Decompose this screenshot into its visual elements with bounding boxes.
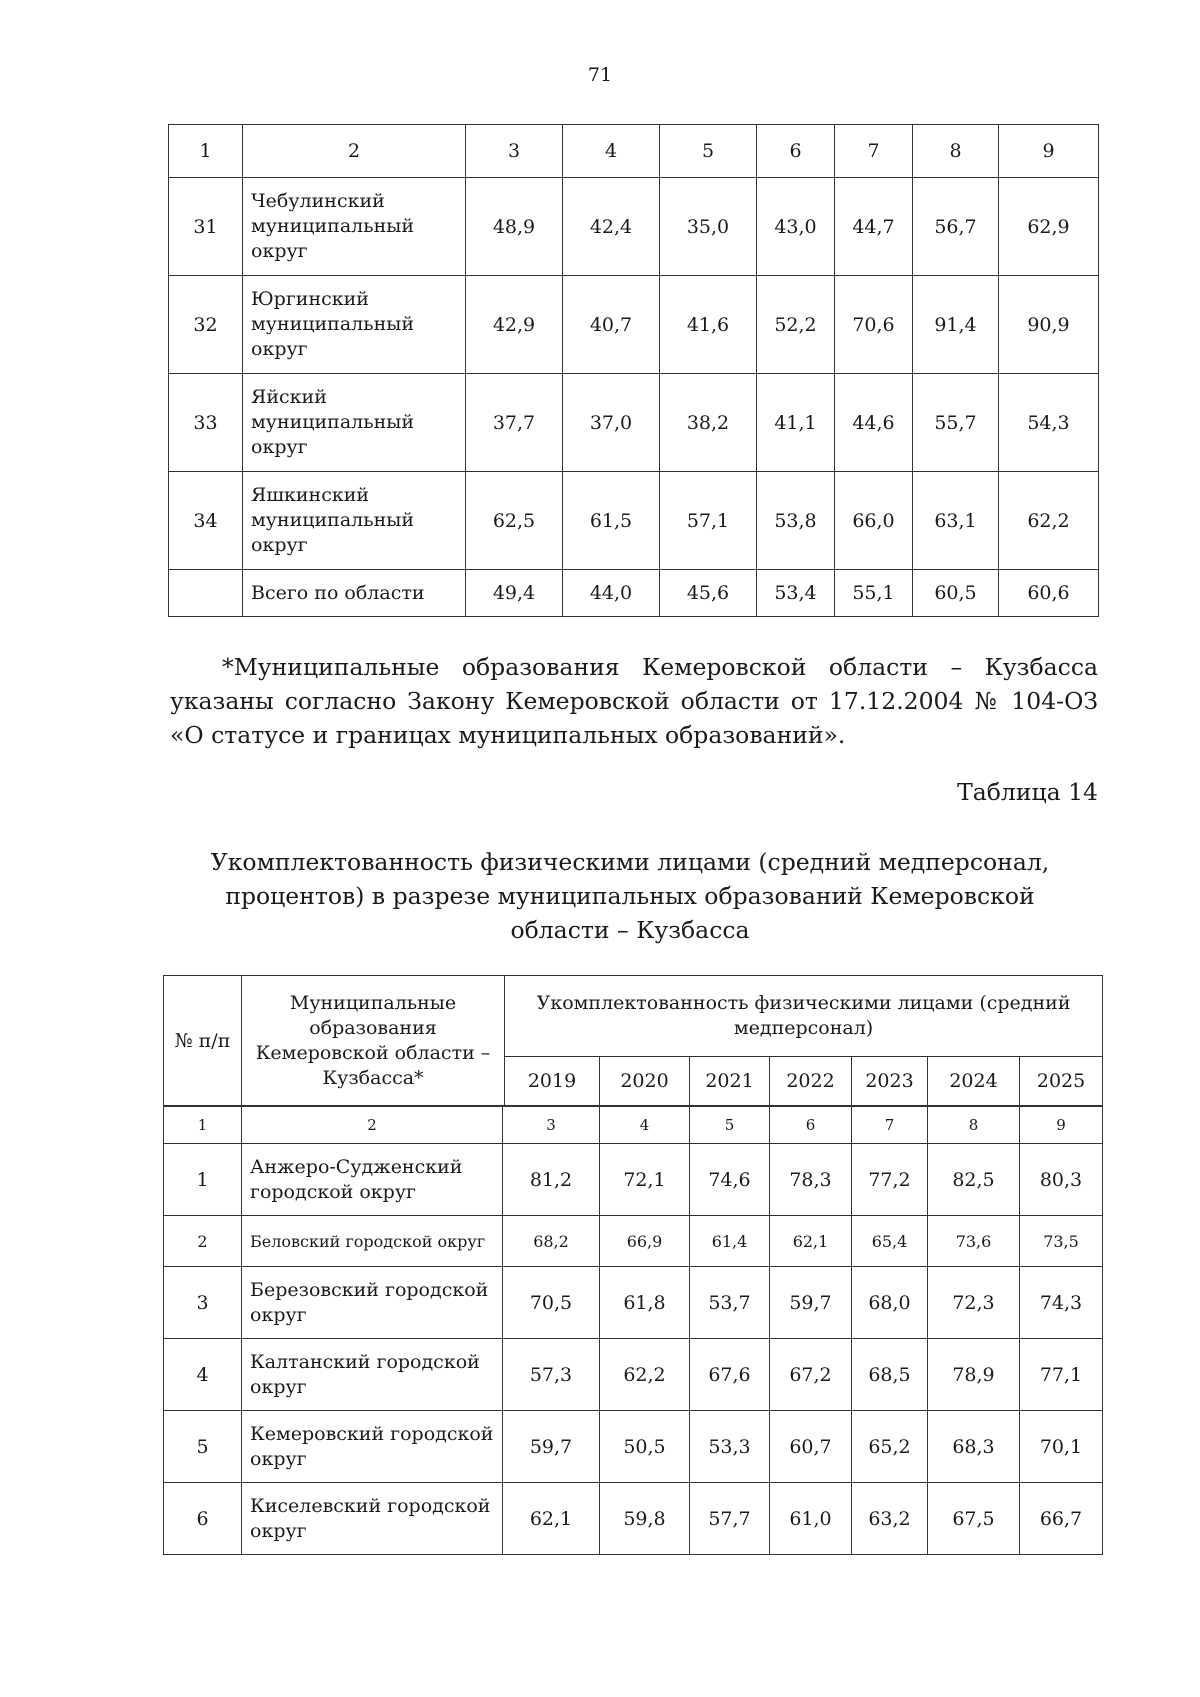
value-cell: 63,1 <box>913 472 999 570</box>
column-number: 9 <box>999 125 1099 178</box>
value-cell: 44,7 <box>835 178 913 276</box>
value-cell: 78,9 <box>928 1339 1020 1411</box>
value-cell: 70,5 <box>503 1267 600 1339</box>
continued-table-body <box>169 125 1099 617</box>
table-row <box>164 1267 1103 1339</box>
total-value-cell: 44,0 <box>563 570 660 617</box>
total-value-cell: 60,6 <box>999 570 1099 617</box>
value-cell: 53,3 <box>690 1411 770 1483</box>
total-value-cell: 49,4 <box>466 570 563 617</box>
municipality-name-line: муниципальный <box>251 509 415 531</box>
column-number: 3 <box>466 125 563 178</box>
year-header: 2024 <box>928 1057 1020 1106</box>
table-row <box>164 1339 1103 1411</box>
municipality-name: Анжеро-Судженский городской округ <box>242 1144 503 1216</box>
value-cell: 90,9 <box>999 276 1099 374</box>
municipality-name <box>243 472 466 570</box>
value-cell: 65,4 <box>852 1216 928 1267</box>
value-cell: 60,7 <box>770 1411 852 1483</box>
column-number: 8 <box>928 1107 1020 1144</box>
row-number: 5 <box>164 1411 242 1483</box>
column-number: 7 <box>835 125 913 178</box>
value-cell: 70,6 <box>835 276 913 374</box>
value-cell: 59,8 <box>600 1483 690 1555</box>
value-cell: 70,1 <box>1020 1411 1103 1483</box>
column-number: 7 <box>852 1107 928 1144</box>
value-cell: 73,6 <box>928 1216 1020 1267</box>
table-row <box>169 178 1099 276</box>
row-number-empty <box>169 570 243 617</box>
value-cell: 41,1 <box>757 374 835 472</box>
value-cell: 37,7 <box>466 374 563 472</box>
municipality-name-line: муниципальный <box>251 313 415 335</box>
value-cell: 57,7 <box>690 1483 770 1555</box>
footnote: *Муниципальные образования Кемеровской области – Кузбасса указаны согласно Закону Кемеровской области от 17.12.2004 № 104-ОЗ «О статусе и границах муниципальных образований». <box>170 653 1098 749</box>
value-cell: 66,9 <box>600 1216 690 1267</box>
municipality-name-line: Чебулинский <box>251 190 385 212</box>
year-header: 2020 <box>600 1057 690 1106</box>
column-numbering-row <box>169 125 1099 178</box>
table-label: Таблица 14 <box>957 778 1098 806</box>
municipality-name-line: округ <box>251 436 308 458</box>
value-cell: 67,2 <box>770 1339 852 1411</box>
column-number: 5 <box>690 1107 770 1144</box>
value-cell: 81,2 <box>503 1144 600 1216</box>
value-cell: 62,5 <box>466 472 563 570</box>
table-14-header <box>163 975 1103 1106</box>
value-cell: 68,3 <box>928 1411 1020 1483</box>
value-cell: 74,3 <box>1020 1267 1103 1339</box>
column-numbering-row <box>164 1107 1103 1144</box>
table-row <box>169 276 1099 374</box>
municipality-name: Беловский городской округ <box>242 1216 503 1267</box>
row-number: 34 <box>169 472 243 570</box>
row-number: 32 <box>169 276 243 374</box>
column-number: 1 <box>164 1107 242 1144</box>
value-cell: 56,7 <box>913 178 999 276</box>
value-cell: 53,8 <box>757 472 835 570</box>
header-number-column: № п/п <box>164 976 242 1106</box>
value-cell: 38,2 <box>660 374 757 472</box>
row-number: 4 <box>164 1339 242 1411</box>
table-row <box>164 1144 1103 1216</box>
value-cell: 62,9 <box>999 178 1099 276</box>
column-number: 9 <box>1020 1107 1103 1144</box>
column-number: 3 <box>503 1107 600 1144</box>
header-municipality-column: Муниципальные образования Кемеровской области – Кузбасса* <box>242 976 505 1106</box>
value-cell: 42,4 <box>563 178 660 276</box>
total-row <box>169 570 1099 617</box>
column-number: 2 <box>242 1107 503 1144</box>
municipality-name <box>243 276 466 374</box>
value-cell: 63,2 <box>852 1483 928 1555</box>
value-cell: 37,0 <box>563 374 660 472</box>
value-cell: 44,6 <box>835 374 913 472</box>
value-cell: 72,1 <box>600 1144 690 1216</box>
municipality-name-line: округ <box>251 240 308 262</box>
value-cell: 66,7 <box>1020 1483 1103 1555</box>
value-cell: 68,2 <box>503 1216 600 1267</box>
year-header: 2022 <box>770 1057 852 1106</box>
value-cell: 62,2 <box>999 472 1099 570</box>
header-staffing-group: Укомплектованность физическими лицами (средний медперсонал) <box>505 976 1103 1057</box>
value-cell: 57,1 <box>660 472 757 570</box>
value-cell: 72,3 <box>928 1267 1020 1339</box>
row-number: 33 <box>169 374 243 472</box>
table-14 <box>163 1106 1103 1555</box>
table-row <box>169 374 1099 472</box>
municipality-name: Калтанский городской округ <box>242 1339 503 1411</box>
value-cell: 50,5 <box>600 1411 690 1483</box>
value-cell: 67,5 <box>928 1483 1020 1555</box>
column-number: 6 <box>757 125 835 178</box>
value-cell: 59,7 <box>770 1267 852 1339</box>
value-cell: 42,9 <box>466 276 563 374</box>
column-number: 2 <box>243 125 466 178</box>
value-cell: 35,0 <box>660 178 757 276</box>
value-cell: 57,3 <box>503 1339 600 1411</box>
municipality-name: Березовский городской округ <box>242 1267 503 1339</box>
value-cell: 40,7 <box>563 276 660 374</box>
year-header: 2019 <box>505 1057 600 1106</box>
value-cell: 68,5 <box>852 1339 928 1411</box>
value-cell: 74,6 <box>690 1144 770 1216</box>
value-cell: 43,0 <box>757 178 835 276</box>
municipality-name-line: муниципальный <box>251 411 415 433</box>
column-number: 8 <box>913 125 999 178</box>
table-row <box>164 1411 1103 1483</box>
page-number: 71 <box>587 64 613 86</box>
value-cell: 41,6 <box>660 276 757 374</box>
total-label: Всего по области <box>243 570 466 617</box>
value-cell: 77,1 <box>1020 1339 1103 1411</box>
table-14-body <box>164 1107 1103 1555</box>
value-cell: 62,2 <box>600 1339 690 1411</box>
municipality-name-line: Юргинский <box>251 288 369 310</box>
value-cell: 77,2 <box>852 1144 928 1216</box>
value-cell: 73,5 <box>1020 1216 1103 1267</box>
value-cell: 61,8 <box>600 1267 690 1339</box>
value-cell: 62,1 <box>770 1216 852 1267</box>
table-row <box>164 1483 1103 1555</box>
row-number: 6 <box>164 1483 242 1555</box>
value-cell: 91,4 <box>913 276 999 374</box>
value-cell: 65,2 <box>852 1411 928 1483</box>
value-cell: 54,3 <box>999 374 1099 472</box>
total-value-cell: 45,6 <box>660 570 757 617</box>
value-cell: 53,7 <box>690 1267 770 1339</box>
value-cell: 78,3 <box>770 1144 852 1216</box>
column-number: 6 <box>770 1107 852 1144</box>
value-cell: 62,1 <box>503 1483 600 1555</box>
continued-table <box>168 124 1099 617</box>
value-cell: 66,0 <box>835 472 913 570</box>
column-number: 5 <box>660 125 757 178</box>
total-value-cell: 55,1 <box>835 570 913 617</box>
municipality-name-line: Яшкинский <box>251 484 370 506</box>
municipality-name-line: округ <box>251 534 308 556</box>
value-cell: 48,9 <box>466 178 563 276</box>
value-cell: 61,5 <box>563 472 660 570</box>
municipality-name <box>243 178 466 276</box>
row-number: 2 <box>164 1216 242 1267</box>
total-value-cell: 60,5 <box>913 570 999 617</box>
value-cell: 80,3 <box>1020 1144 1103 1216</box>
municipality-name: Кемеровский городской округ <box>242 1411 503 1483</box>
year-header: 2023 <box>852 1057 928 1106</box>
row-number: 31 <box>169 178 243 276</box>
value-cell: 55,7 <box>913 374 999 472</box>
table-row <box>169 472 1099 570</box>
table-row <box>164 1216 1103 1267</box>
municipality-name <box>243 374 466 472</box>
row-number: 3 <box>164 1267 242 1339</box>
value-cell: 59,7 <box>503 1411 600 1483</box>
municipality-name-line: муниципальный <box>251 215 415 237</box>
value-cell: 61,0 <box>770 1483 852 1555</box>
value-cell: 52,2 <box>757 276 835 374</box>
column-number: 1 <box>169 125 243 178</box>
value-cell: 67,6 <box>690 1339 770 1411</box>
table-title: Укомплектованность физическими лицами (средний медперсонал, процентов) в разрезе муниципальных образований Кемеровской области – Кузбасса <box>210 848 1050 944</box>
year-header: 2021 <box>690 1057 770 1106</box>
value-cell: 61,4 <box>690 1216 770 1267</box>
value-cell: 82,5 <box>928 1144 1020 1216</box>
column-number: 4 <box>563 125 660 178</box>
value-cell: 68,0 <box>852 1267 928 1339</box>
total-value-cell: 53,4 <box>757 570 835 617</box>
municipality-name-line: Яйский <box>251 386 327 408</box>
municipality-name-line: округ <box>251 338 308 360</box>
year-header: 2025 <box>1020 1057 1103 1106</box>
column-number: 4 <box>600 1107 690 1144</box>
municipality-name: Киселевский городской округ <box>242 1483 503 1555</box>
row-number: 1 <box>164 1144 242 1216</box>
